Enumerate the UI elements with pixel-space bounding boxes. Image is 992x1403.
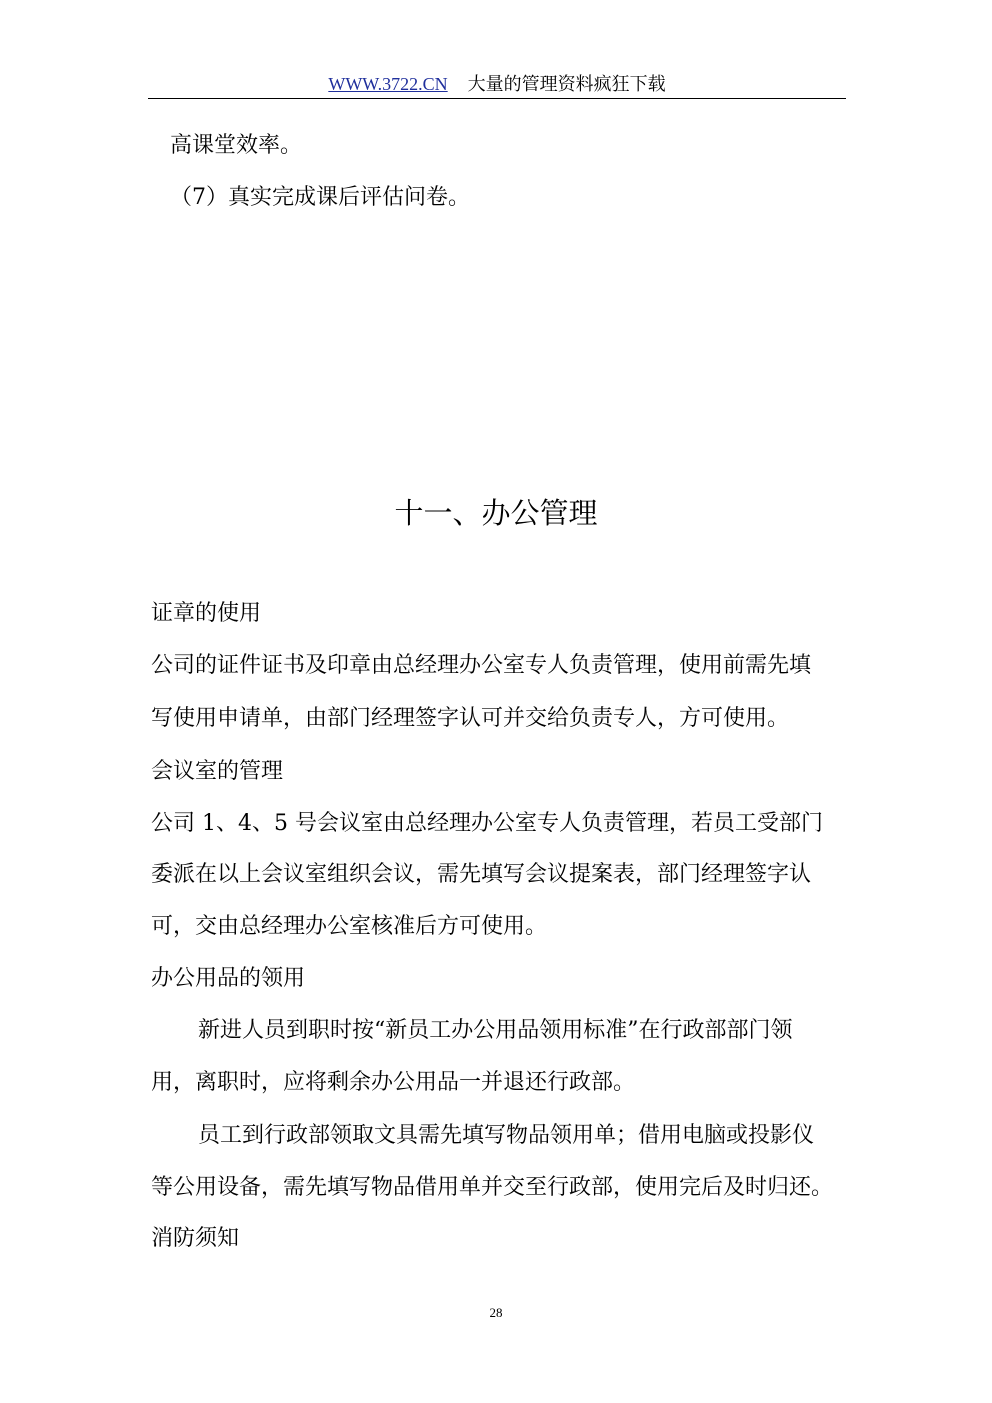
header-divider [148, 98, 846, 99]
paragraph-line: 新进人员到职时按“新员工办公用品领用标准”在行政部部门领 [198, 1018, 793, 1043]
paragraph-line: 可，交由总经理办公室核准后方可使用。 [151, 914, 548, 939]
paragraph-line: 等公用设备，需先填写物品借用单并交至行政部，使用完后及时归还。 [151, 1175, 834, 1200]
page-number: 28 [489, 1305, 503, 1320]
paragraph-line: 写使用申请单，由部门经理签字认可并交给负责专人，方可使用。 [151, 706, 790, 731]
paragraph-line: 公司 1、4、5 号会议室由总经理办公室专人负责管理，若员工受部门 [151, 811, 823, 836]
header-slogan: 大量的管理资料疯狂下载 [467, 74, 666, 95]
paragraph-line: 员工到行政部领取文具需先填写物品领用单；借用电脑或投影仪 [198, 1123, 815, 1148]
header-site-link[interactable]: WWW.3722.CN [328, 74, 448, 94]
paragraph-line: 委派在以上会议室组织会议，需先填写会议提案表，部门经理签字认 [151, 862, 812, 887]
paragraph-line: 用，离职时，应将剩余办公用品一并退还行政部。 [151, 1070, 636, 1095]
subsection-heading: 办公用品的领用 [151, 966, 306, 991]
subsection-heading: 会议室的管理 [151, 759, 284, 784]
paragraph-line: 公司的证件证书及印章由总经理办公室专人负责管理，使用前需先填 [151, 653, 812, 678]
section-title: 十一、办公管理 [394, 496, 598, 530]
subsection-heading: 消防须知 [151, 1226, 240, 1251]
text-line: 高课堂效率。 [170, 133, 303, 158]
subsection-heading: 证章的使用 [151, 601, 262, 626]
page-header [148, 70, 846, 98]
text-line: （7）真实完成课后评估问卷。 [170, 185, 470, 210]
